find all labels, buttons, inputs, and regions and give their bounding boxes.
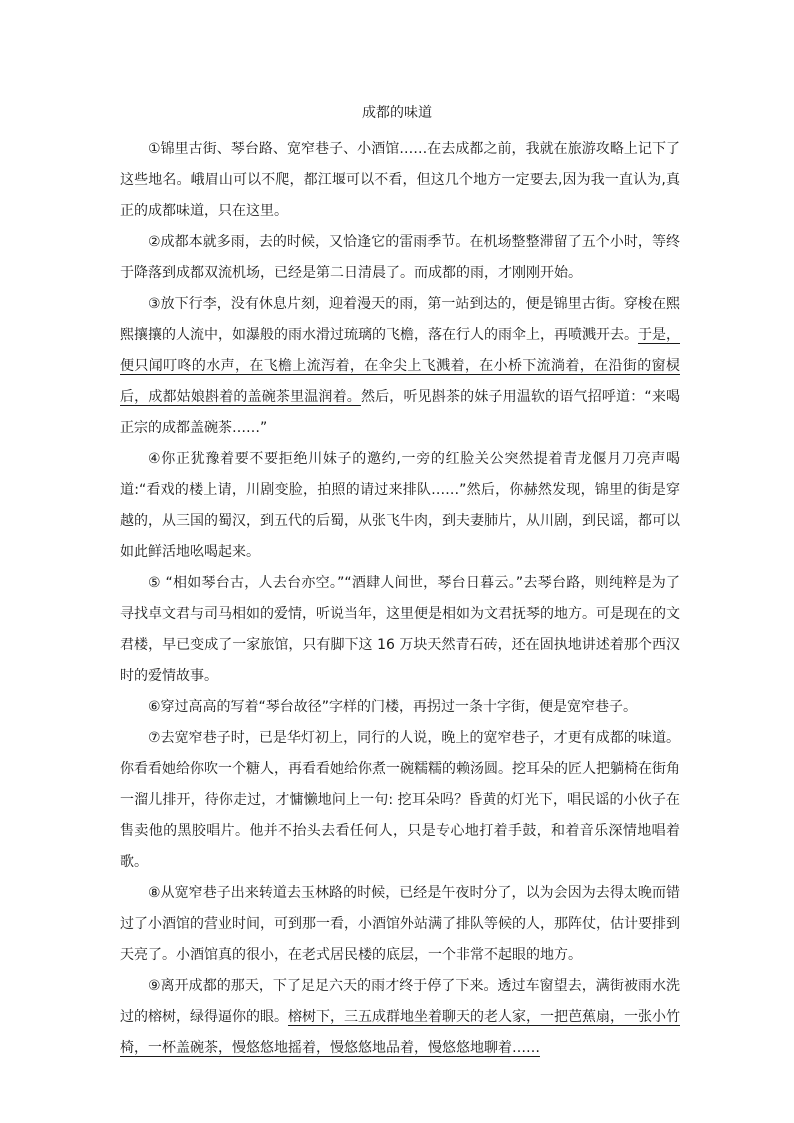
paragraph-text-tail: 然后，听见斟茶的妹子用温软的语气招呼道：“来喝正宗的成都盖碗茶……” (120, 389, 680, 436)
paragraph-6 (120, 692, 680, 723)
underlined-sentence: 于是，便只闻叮咚的水声，在飞檐上流泻着，在伞尖上飞溅着，在小桥下流淌着，在沿街的窗棂后，成都姑娘斟着的盖碗茶里温润着。 (120, 327, 680, 405)
paragraph-5 (120, 568, 680, 692)
paragraph-9 (120, 971, 680, 1064)
paragraph-7 (120, 723, 680, 878)
paragraph-text: ③放下行李，没有休息片刻，迎着漫天的雨，第一站到达的，便是锦里古街。穿梭在熙熙攘攘的人流中，如瀑般的雨水滑过琉璃的飞檐，落在行人的雨伞上，再喷溅开去。 (120, 296, 680, 343)
paragraph-text: ④你正犹豫着要不要拒绝川妹子的邀约,一旁的红脸关公突然提着青龙偃月刀亮声喝道:“看戏的楼上请，川剧变脸，拍照的请过来排队……”然后，你赫然发现，锦里的街是穿越的，从三国的蜀汉，到五代的后蜀，从张飞牛肉，到夫妻肺片，从川剧，到民谣，都可以如此鲜活地吆喝起来。 (120, 451, 680, 560)
paragraph-8 (120, 878, 680, 971)
paragraph-text: ②成都本就多雨，去的时候，又恰逢它的雷雨季节。在机场整整滞留了五个小时，等终于降落到成都双流机场，已经是第二日清晨了。而成都的雨，才刚刚开始。 (120, 234, 680, 281)
paragraph-text: ⑥穿过高高的写着“琴台故径”字样的门楼，再拐过一条十字街，便是宽窄巷子。 (148, 699, 638, 715)
article-body (120, 134, 680, 1064)
paragraph-text: ⑤ “相如琴台古，人去台亦空。”“酒肆人间世，琴台日暮云。”去琴台路，则纯粹是为了寻找卓文君与司马相如的爱情，听说当年，这里便是相如为文君抚琴的地方。可是现在的文君楼，早已变成了一家旅馆，只有脚下这 16 万块天然青石砖，还在固执地讲述着那个西汉时的爱情故事。 (120, 575, 680, 684)
paragraph-1 (120, 134, 680, 227)
paragraph-text: ①锦里古街、琴台路、宽窄巷子、小酒馆……在去成都之前，我就在旅游攻略上记下了这些地名。峨眉山可以不爬，都江堰可以不看，但这几个地方一定要去,因为我一直认为,真正的成都味道，只在这里。 (120, 141, 680, 219)
paragraph-2 (120, 227, 680, 289)
paragraph-4 (120, 444, 680, 568)
article-title: 成都的味道 (362, 105, 432, 121)
paragraph-text: ⑦去宽窄巷子时，已是华灯初上，同行的人说，晚上的宽窄巷子，才更有成都的味道。你看看她给你吹一个糖人，再看看她给你煮一碗糯糯的赖汤圆。挖耳朵的匠人把躺椅在街角一溜儿排开，待你走过，才慵懒地问上一句: 挖耳朵吗？昏黄的灯光下，唱民谣的小伙子在售卖他的黑胶唱片。他并不抬头去看任何人，只是专心地打着手鼓，和着音乐深情地唱着歌。 (120, 730, 680, 870)
paragraph-3 (120, 289, 680, 444)
underlined-sentence: 榕树下，三五成群地坐着聊天的老人家，一把芭蕉扇，一张小竹椅，一杯盖碗茶，慢悠悠地摇着，慢悠悠地品着，慢悠悠地聊着…… (120, 1009, 680, 1056)
paragraph-text: ⑨离开成都的那天，下了足足六天的雨才终于停了下来。透过车窗望去，满街被雨水洗过的榕树，绿得逼你的眼。 (120, 978, 680, 1025)
paragraph-text: ⑧从宽窄巷子出来转道去玉林路的时候，已经是午夜时分了，以为会因为去得太晚而错过了小酒馆的营业时间，可到那一看，小酒馆外站满了排队等候的人，那阵仗，估计要排到天亮了。小酒馆真的很小，在老式居民楼的底层，一个非常不起眼的地方。 (120, 885, 680, 963)
